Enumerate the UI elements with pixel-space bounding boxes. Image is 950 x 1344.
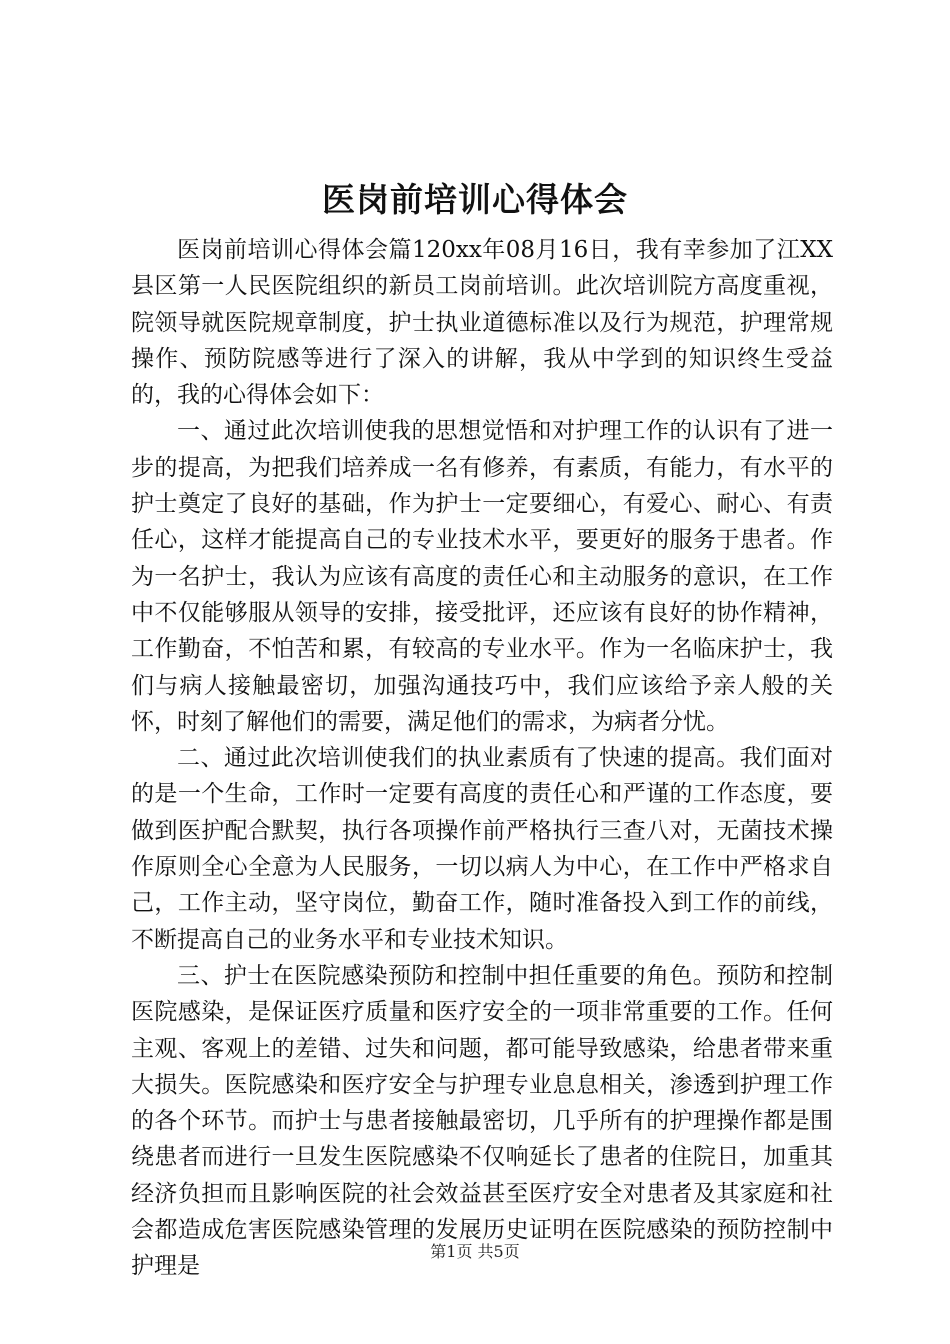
paragraph-point-three: 三、护士在医院感染预防和控制中担任重要的角色。预防和控制医院感染，是保证医疗质量和医疗安全的一项非常重要的工作。任何主观、客观上的差错、过失和问题，都可能导致感染，给患者带来重大损失。医院感染和医疗安全与护理专业息息相关，渗透到护理工作的各个环节。而护士与患者接触最密切，几乎所有的护理操作都是围绕患者而进行一旦发生医院感染不仅响延长了患者的住院日，加重其经济负担而且影响医院的社会效益甚至医疗安全对患者及其家庭和社会都造成危害医院感染管理的发展历史证明在医院感染的预防控制中护理是 — [131, 962, 833, 1280]
paragraph-point-one: 一、通过此次培训使我的思想觉悟和对护理工作的认识有了进一步的提高，为把我们培养成一名有修养，有素质，有能力，有水平的护士奠定了良好的基础，作为护士一定要细心，有爱心、耐心、有责任心，这样才能提高自己的专业技术水平，要更好的服务于患者。作为一名护士，我认为应该有高度的责任心和主动服务的意识，在工作中不仅能够服从领导的安排，接受批评，还应该有良好的协作精神，工作勤奋，不怕苦和累，有较高的专业水平。作为一名临床护士，我们与病人接触最密切，加强沟通技巧中，我们应该给予亲人般的关怀，时刻了解他们的需要，满足他们的需求，为病者分忧。 — [131, 418, 833, 735]
document-body — [131, 232, 833, 1285]
paragraph-point-two: 二、通过此次培训使我们的执业素质有了快速的提高。我们面对的是一个生命，工作时一定要有高度的责任心和严谨的工作态度，要做到医护配合默契，执行各项操作前严格执行三查八对，无菌技术操作原则全心全意为人民服务，一切以病人为中心，在工作中严格求自己，工作主动，坚守岗位，勤奋工作，随时准备投入到工作的前线，不断提高自己的业务水平和专业技术知识。 — [131, 745, 833, 953]
paragraph-intro: 医岗前培训心得体会篇120xx年08月16日，我有幸参加了江XX县区第一人民医院组织的新员工岗前培训。此次培训院方高度重视，院领导就医院规章制度，护士执业道德标准以及行为规范，护理常规操作、预防院感等进行了深入的讲解，我从中学到的知识终生受益的，我的心得体会如下： — [131, 237, 833, 409]
page-number-footer: 第1页 共5页 — [430, 1242, 520, 1261]
document-title: 医岗前培训心得体会 — [322, 180, 628, 219]
